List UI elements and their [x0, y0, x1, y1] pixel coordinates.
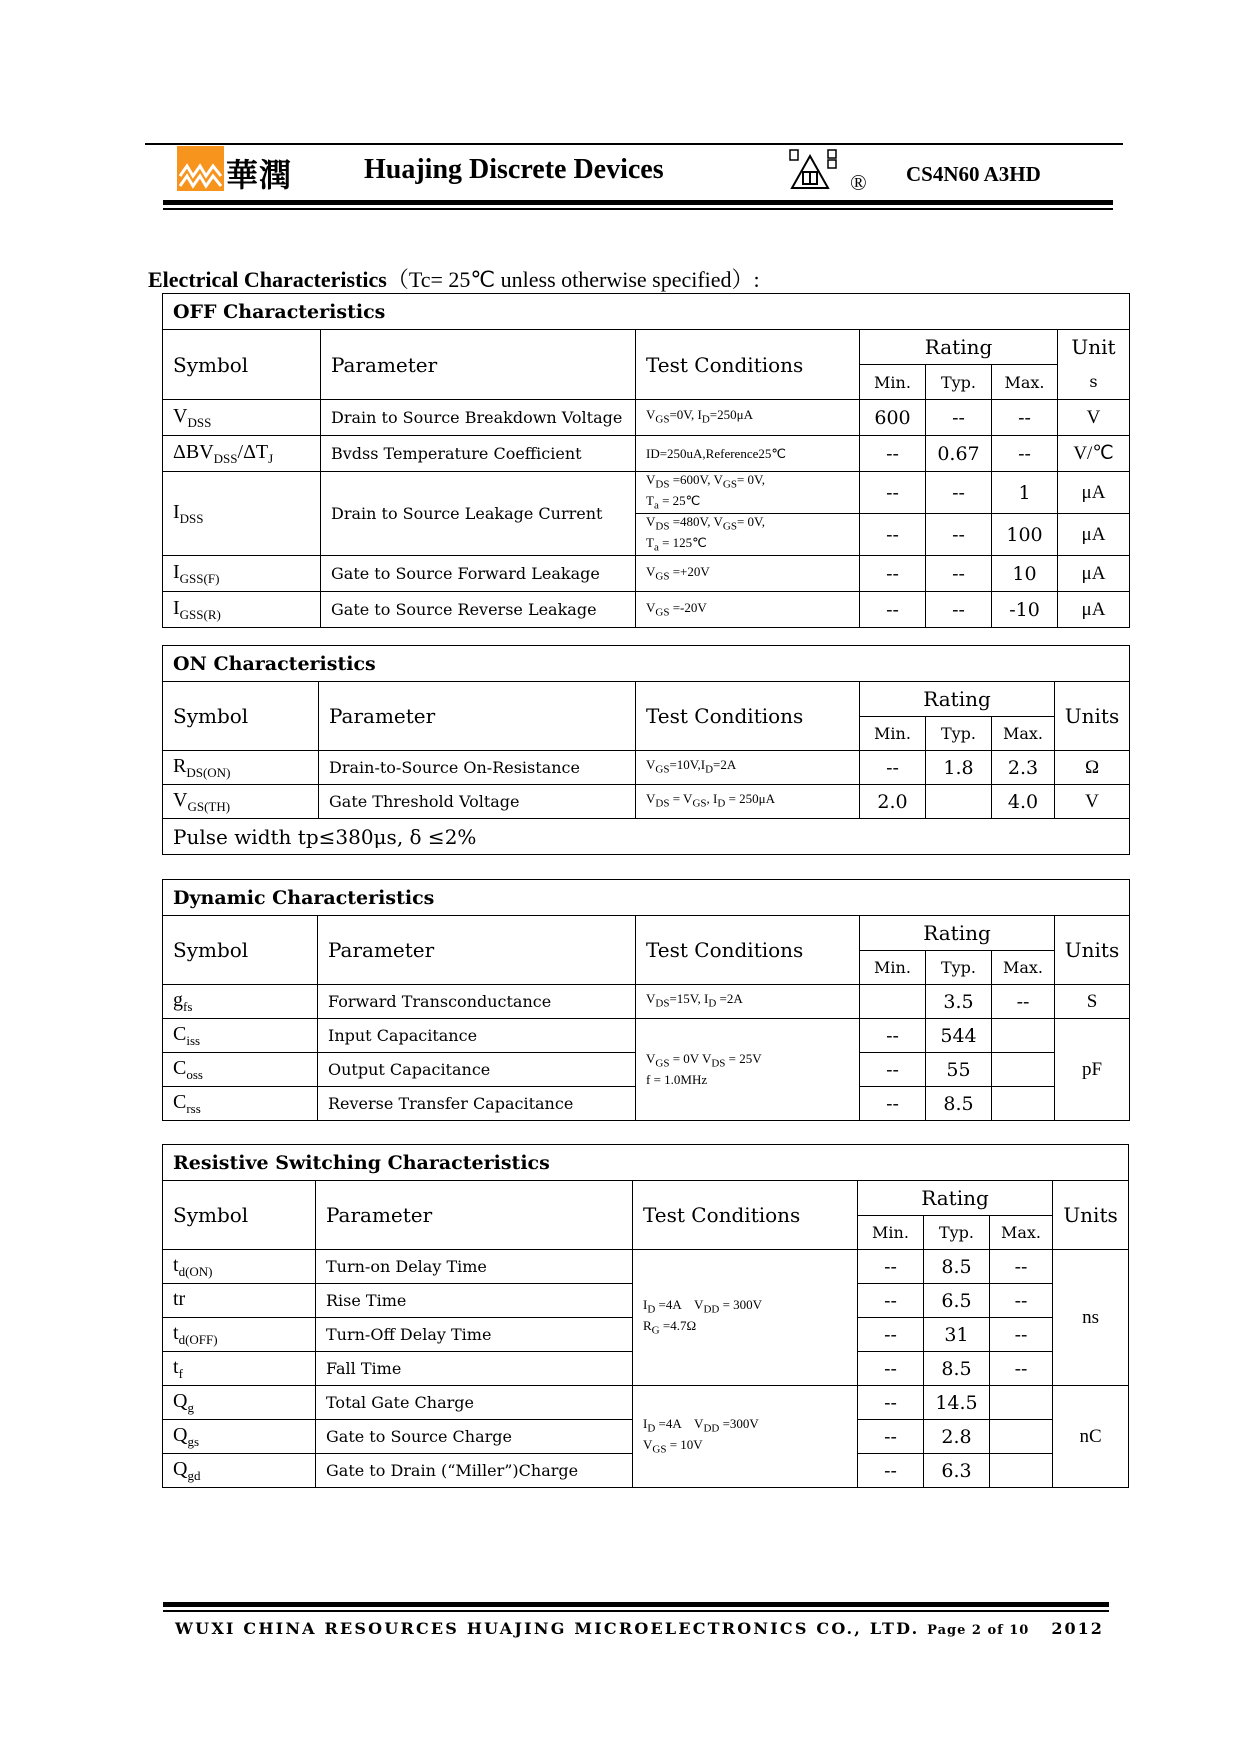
table-row-max: 1: [992, 472, 1058, 514]
table-row-max: 2.3: [992, 751, 1055, 785]
table-row-typ: --: [926, 472, 992, 514]
table-row-min: --: [860, 751, 926, 785]
table-row-max: --: [992, 400, 1058, 436]
table-row-unit: V: [1058, 400, 1130, 436]
table-row-condition: $V_{GS}=10V,I_D=2A$: [636, 751, 860, 785]
table-row-symbol: $C_{iss}$: [163, 1019, 318, 1053]
footer-thin-rule: [163, 1610, 1109, 1612]
switching-col-min: Min.: [858, 1216, 924, 1250]
table-row-typ: 3.5: [926, 985, 992, 1019]
table-row-parameter: Turn-on Delay Time: [316, 1250, 633, 1284]
table-row-min: --: [860, 556, 926, 592]
on-col-symbol: Symbol: [163, 682, 319, 751]
pulse-width-note: Pulse width tp≤380μs, δ ≤2%: [163, 819, 1130, 855]
table-row-max: 10: [992, 556, 1058, 592]
table-row-max: --: [990, 1284, 1053, 1318]
table-row-min: --: [860, 592, 926, 628]
table-row-symbol: $I_{DSS}$: [163, 472, 321, 556]
on-title: ON Characteristics: [163, 646, 1130, 682]
table-row-symbol: $t_{d(ON)}$: [163, 1250, 316, 1284]
off-col-parameter: Parameter: [321, 330, 636, 400]
on-col-min: Min.: [860, 717, 926, 751]
switching-time-unit: ns: [1053, 1250, 1129, 1386]
table-row-max: --: [990, 1250, 1053, 1284]
table-row-unit: Ω: [1055, 751, 1130, 785]
table-row-min: --: [858, 1352, 924, 1386]
dynamic-col-conditions: Test Conditions: [636, 916, 860, 985]
company-logo-mark: [177, 146, 224, 191]
off-col-typ: Typ.: [926, 365, 992, 400]
off-col-min: Min.: [860, 365, 926, 400]
table-row-typ: 6.3: [924, 1454, 990, 1488]
table-row-symbol: $\Delta BV_{DSS}/\Delta T_J$: [163, 436, 321, 472]
dynamic-col-max: Max.: [992, 951, 1055, 985]
table-row-max: --: [992, 985, 1055, 1019]
switching-title: Resistive Switching Characteristics: [163, 1145, 1129, 1181]
table-row-parameter: Forward Transconductance: [318, 985, 636, 1019]
table-row-min: [860, 985, 926, 1019]
dynamic-col-typ: Typ.: [926, 951, 992, 985]
table-row-min: --: [860, 514, 926, 556]
table-row-parameter: Rise Time: [316, 1284, 633, 1318]
off-col-symbol: Symbol: [163, 330, 321, 400]
dynamic-col-parameter: Parameter: [318, 916, 636, 985]
table-row-min: --: [858, 1318, 924, 1352]
table-row-typ: 1.8: [926, 751, 992, 785]
table-row-typ: --: [926, 592, 992, 628]
page-title-bold: Electrical Characteristics: [148, 267, 387, 292]
table-row-min: --: [858, 1386, 924, 1420]
page-title: [148, 263, 760, 294]
on-col-typ: Typ.: [926, 717, 992, 751]
table-row-parameter: Gate Threshold Voltage: [319, 785, 636, 819]
switching-characteristics-table: [162, 1144, 1129, 1488]
dynamic-title: Dynamic Characteristics: [163, 880, 1130, 916]
off-characteristics-table: [162, 293, 1130, 628]
table-row-symbol: $Q_g$: [163, 1386, 316, 1420]
header-thin-rule: [163, 208, 1113, 210]
capacitance-condition: $V_{GS} = 0V$ $V_{DS} = 25V$ f = 1.0MHz: [636, 1019, 860, 1121]
off-col-conditions: Test Conditions: [636, 330, 860, 400]
table-row-parameter: Bvdss Temperature Coefficient: [321, 436, 636, 472]
table-row-unit: μA: [1058, 514, 1130, 556]
switching-col-parameter: Parameter: [316, 1181, 633, 1250]
off-title: OFF Characteristics: [163, 294, 1130, 330]
table-row-unit: μA: [1058, 556, 1130, 592]
table-row-typ: 0.67: [926, 436, 992, 472]
off-col-max: Max.: [992, 365, 1058, 400]
on-col-max: Max.: [992, 717, 1055, 751]
capacitance-unit: pF: [1055, 1019, 1130, 1121]
table-row-parameter: Drain to Source Leakage Current: [321, 472, 636, 556]
switching-col-symbol: Symbol: [163, 1181, 316, 1250]
table-row-min: --: [860, 472, 926, 514]
table-row-typ: 14.5: [924, 1386, 990, 1420]
on-col-units: Units: [1055, 682, 1130, 751]
table-row-condition: $V_{GS} =+20V$: [636, 556, 860, 592]
table-row-typ: 6.5: [924, 1284, 990, 1318]
table-row-typ: [926, 785, 992, 819]
footer-page-number: Page 2 of 10: [927, 1623, 1030, 1638]
table-row-parameter: Turn-Off Delay Time: [316, 1318, 633, 1352]
table-row-parameter: Reverse Transfer Capacitance: [318, 1087, 636, 1121]
table-row-condition: $V_{DS} =480V$, $V_{GS}= 0V$, $T_a$ = 125℃: [636, 514, 860, 556]
off-col-rating: Rating: [860, 330, 1058, 365]
table-row-condition: $V_{DS}=15V$, $I_D =2A$: [636, 985, 860, 1019]
table-row-typ: 8.5: [926, 1087, 992, 1121]
table-row-condition: $V_{DS} =600V$, $V_{GS}= 0V$, $T_a$ = 25℃: [636, 472, 860, 514]
table-row-symbol: $Q_{gd}$: [163, 1454, 316, 1488]
switching-col-units: Units: [1053, 1181, 1129, 1250]
table-row-typ: 2.8: [924, 1420, 990, 1454]
table-row-typ: 8.5: [924, 1352, 990, 1386]
switching-col-rating: Rating: [858, 1181, 1053, 1216]
table-row-condition: $V_{GS}=0V$, $I_D=250\mu A$: [636, 400, 860, 436]
table-row-parameter: Drain to Source Breakdown Voltage: [321, 400, 636, 436]
table-row-min: --: [860, 1053, 926, 1087]
table-row-parameter: Gate to Drain (“Miller”)Charge: [316, 1454, 633, 1488]
table-row-max: --: [990, 1318, 1053, 1352]
table-row-unit: S: [1055, 985, 1130, 1019]
header-title: Huajing Discrete Devices: [364, 154, 664, 185]
table-row-max: 100: [992, 514, 1058, 556]
on-characteristics-table: [162, 645, 1130, 855]
table-row-symbol: $t_{d(OFF)}$: [163, 1318, 316, 1352]
table-row-min: --: [860, 1019, 926, 1053]
table-row-min: --: [858, 1420, 924, 1454]
off-col-unit: Unit: [1058, 330, 1130, 365]
table-row-condition: $V_{DS} = V_{GS}$, $I_D = 250\mu A$: [636, 785, 860, 819]
dynamic-characteristics-table: [162, 879, 1130, 1121]
dynamic-col-units: Units: [1055, 916, 1130, 985]
table-row-parameter: Gate to Source Reverse Leakage: [321, 592, 636, 628]
table-row-max: [990, 1386, 1053, 1420]
table-row-symbol: $R_{DS(ON)}$: [163, 751, 319, 785]
table-row-symbol: $t_f$: [163, 1352, 316, 1386]
table-row-condition: $V_{GS} =-20V$: [636, 592, 860, 628]
on-col-conditions: Test Conditions: [636, 682, 860, 751]
table-row-max: [990, 1454, 1053, 1488]
switching-col-max: Max.: [990, 1216, 1053, 1250]
table-row-symbol: $V_{GS(TH)}$: [163, 785, 319, 819]
registered-mark: ®: [850, 170, 867, 195]
off-col-unit-sub: s: [1058, 365, 1130, 400]
dynamic-col-min: Min.: [860, 951, 926, 985]
table-row-parameter: Input Capacitance: [318, 1019, 636, 1053]
table-row-symbol: $I_{GSS(F)}$: [163, 556, 321, 592]
certification-mark-icon: [788, 148, 858, 194]
table-row-max: -10: [992, 592, 1058, 628]
switching-col-conditions: Test Conditions: [633, 1181, 858, 1250]
table-row-symbol: $Q_{gs}$: [163, 1420, 316, 1454]
table-row-parameter: Fall Time: [316, 1352, 633, 1386]
table-row-parameter: Total Gate Charge: [316, 1386, 633, 1420]
page-title-rest: （Tc= 25℃ unless otherwise specified）:: [386, 267, 760, 292]
table-row-parameter: Drain-to-Source On-Resistance: [319, 751, 636, 785]
footer-thick-rule: [163, 1602, 1109, 1607]
header-top-rule: [145, 143, 1123, 145]
table-row-parameter: Gate to Source Forward Leakage: [321, 556, 636, 592]
table-row-typ: --: [926, 514, 992, 556]
table-row-symbol: $V_{DSS}$: [163, 400, 321, 436]
footer-company: WUXI CHINA RESOURCES HUAJING MICROELECTRONICS CO., LTD.: [175, 1619, 920, 1638]
switching-col-typ: Typ.: [924, 1216, 990, 1250]
table-row-unit: μA: [1058, 592, 1130, 628]
table-row-max: [992, 1053, 1055, 1087]
table-row-symbol: tr: [163, 1284, 316, 1318]
table-row-typ: 544: [926, 1019, 992, 1053]
table-row-typ: --: [926, 400, 992, 436]
table-row-min: --: [860, 1087, 926, 1121]
dynamic-col-symbol: Symbol: [163, 916, 318, 985]
table-row-typ: 31: [924, 1318, 990, 1352]
table-row-max: [992, 1087, 1055, 1121]
part-number: CS4N60 A3HD: [906, 162, 1041, 186]
table-row-max: 4.0: [992, 785, 1055, 819]
table-row-typ: 55: [926, 1053, 992, 1087]
table-row-symbol: $C_{oss}$: [163, 1053, 318, 1087]
table-row-min: --: [858, 1454, 924, 1488]
footer-year: 2012: [1051, 1619, 1104, 1638]
table-row-max: [992, 1019, 1055, 1053]
footer: [175, 1619, 1104, 1638]
table-row-symbol: $I_{GSS(R)}$: [163, 592, 321, 628]
table-row-unit: V: [1055, 785, 1130, 819]
on-col-rating: Rating: [860, 682, 1055, 717]
table-row-min: --: [858, 1250, 924, 1284]
table-row-max: [990, 1420, 1053, 1454]
table-row-condition: ID=250uA,Reference25℃: [636, 436, 860, 472]
gate-charge-condition: $I_D =4A$ $V_{DD} =300V$ $V_{GS} = 10V$: [633, 1386, 858, 1488]
table-row-symbol: $g_{fs}$: [163, 985, 318, 1019]
table-row-parameter: Output Capacitance: [318, 1053, 636, 1087]
table-row-unit: V/℃: [1058, 436, 1130, 472]
table-row-max: --: [990, 1352, 1053, 1386]
company-logo-text: 華潤: [226, 156, 293, 194]
table-row-typ: 8.5: [924, 1250, 990, 1284]
switching-time-condition: $I_D =4A$ $V_{DD} = 300V$ $R_G =4.7\Omega$: [633, 1250, 858, 1386]
table-row-symbol: $C_{rss}$: [163, 1087, 318, 1121]
table-row-min: --: [860, 436, 926, 472]
on-col-parameter: Parameter: [319, 682, 636, 751]
table-row-parameter: Gate to Source Charge: [316, 1420, 633, 1454]
table-row-typ: --: [926, 556, 992, 592]
table-row-unit: μA: [1058, 472, 1130, 514]
header-thick-rule: [163, 200, 1113, 205]
table-row-min: 600: [860, 400, 926, 436]
table-row-min: --: [858, 1284, 924, 1318]
gate-charge-unit: nC: [1053, 1386, 1129, 1488]
dynamic-col-rating: Rating: [860, 916, 1055, 951]
table-row-max: --: [992, 436, 1058, 472]
table-row-min: 2.0: [860, 785, 926, 819]
